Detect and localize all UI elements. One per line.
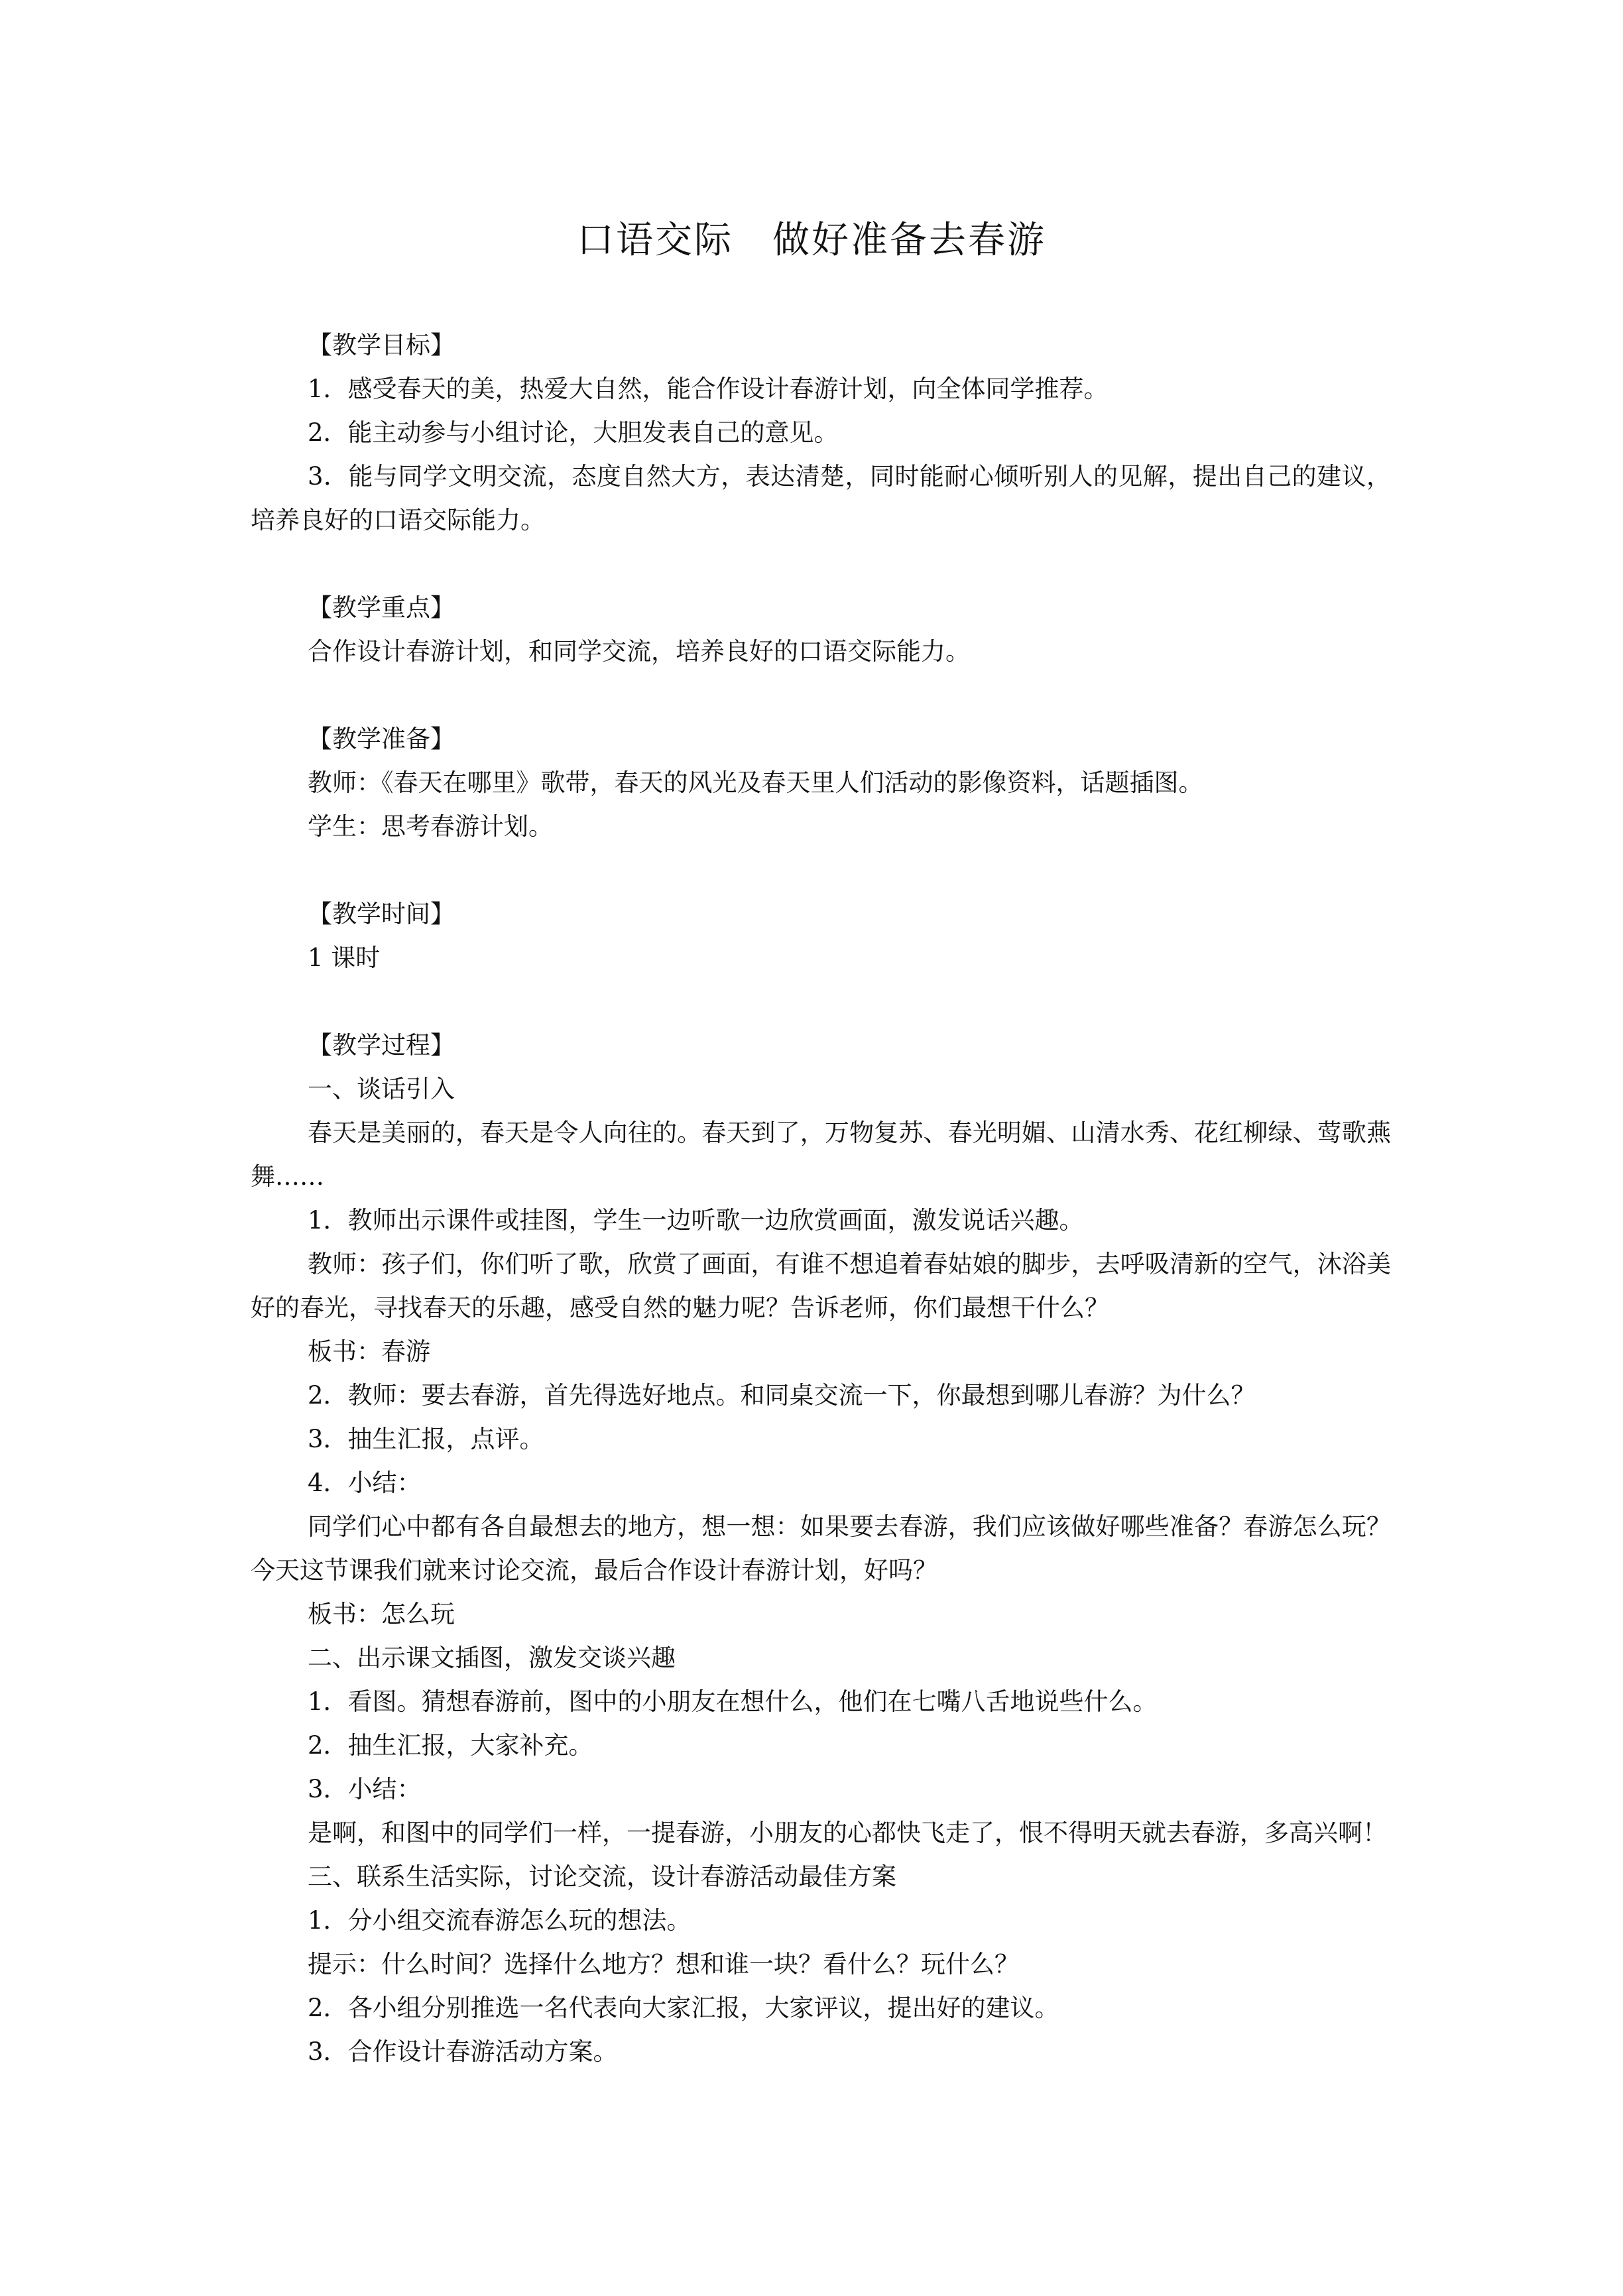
process-line: 板书：春游 — [308, 1337, 430, 1366]
time-text: 1 课时 — [308, 943, 381, 972]
document-title: 口语交际 做好准备去春游 — [577, 219, 1046, 262]
process-line: 2．抽生汇报，大家补充。 — [308, 1731, 593, 1760]
process-line: 板书：怎么玩 — [308, 1600, 455, 1628]
process-line: 1．分小组交流春游怎么玩的想法。 — [308, 1906, 691, 1935]
process-line: 2．教师：要去春游，首先得选好地点。和同桌交流一下，你最想到哪儿春游？为什么？ — [308, 1381, 1256, 1410]
section-heading-process: 【教学过程】 — [308, 1031, 455, 1059]
process-line: 1．教师出示课件或挂图，学生一边听歌一边欣赏画面，激发说话兴趣。 — [308, 1206, 1084, 1235]
process-line: 2．各小组分别推选一名代表向大家汇报，大家评议，提出好的建议。 — [308, 1994, 1059, 2022]
section-heading-goals: 【教学目标】 — [308, 331, 455, 359]
section-heading-focus: 【教学重点】 — [308, 593, 455, 622]
goal-item-1: 1．感受春天的美，热爱大自然，能合作设计春游计划，向全体同学推荐。 — [308, 375, 1109, 403]
process-line: 同学们心中都有各自最想去的地方，想一想：如果要去春游，我们应该做好哪些准备？春游怎么玩？今天这节课我们就来讨论交流，最后合作设计春游计划，好吗？ — [251, 1512, 1391, 1585]
process-line: 春天是美丽的，春天是令人向往的。春天到了，万物复苏、春光明媚、山清水秀、花红柳绿、莺歌燕舞…… — [251, 1118, 1391, 1191]
prep-teacher: 教师：《春天在哪里》歌带，春天的风光及春天里人们活动的影像资料，话题插图。 — [308, 768, 1203, 797]
process-line: 二、出示课文插图，激发交谈兴趣 — [308, 1644, 676, 1672]
section-heading-time: 【教学时间】 — [308, 900, 455, 928]
process-line: 3．小结： — [308, 1775, 422, 1803]
prep-student: 学生：思考春游计划。 — [308, 812, 553, 841]
process-line: 3．合作设计春游活动方案。 — [308, 2037, 618, 2066]
process-line: 三、联系生活实际，讨论交流，设计春游活动最佳方案 — [308, 1862, 896, 1891]
goal-item-3: 3．能与同学文明交流，态度自然大方，表达清楚，同时能耐心倾听别人的见解，提出自己的建议，培养良好的口语交际能力。 — [251, 462, 1391, 534]
document-body — [251, 324, 1391, 2074]
process-line: 教师：孩子们，你们听了歌，欣赏了画面，有谁不想追着春姑娘的脚步，去呼吸清新的空气，沐浴美好的春光，寻找春天的乐趣，感受自然的魅力呢？告诉老师，你们最想干什么？ — [251, 1250, 1391, 1322]
section-heading-prep: 【教学准备】 — [308, 725, 455, 753]
process-lines — [251, 1067, 1391, 2074]
process-line: 是啊，和图中的同学们一样，一提春游，小朋友的心都快飞走了，恨不得明天就去春游，多高兴啊！ — [308, 1819, 1387, 1847]
process-line: 提示：什么时间？选择什么地方？想和谁一块？看什么？玩什么？ — [308, 1950, 1019, 1978]
process-line: 1．看图。猜想春游前，图中的小朋友在想什么，他们在七嘴八舌地说些什么。 — [308, 1687, 1158, 1716]
process-line: 3．抽生汇报，点评。 — [308, 1425, 544, 1453]
goal-item-2: 2．能主动参与小组讨论，大胆发表自己的意见。 — [308, 418, 839, 447]
process-line: 4．小结： — [308, 1469, 422, 1497]
focus-text: 合作设计春游计划，和同学交流，培养良好的口语交际能力。 — [308, 637, 970, 666]
process-line: 一、谈话引入 — [308, 1075, 455, 1103]
